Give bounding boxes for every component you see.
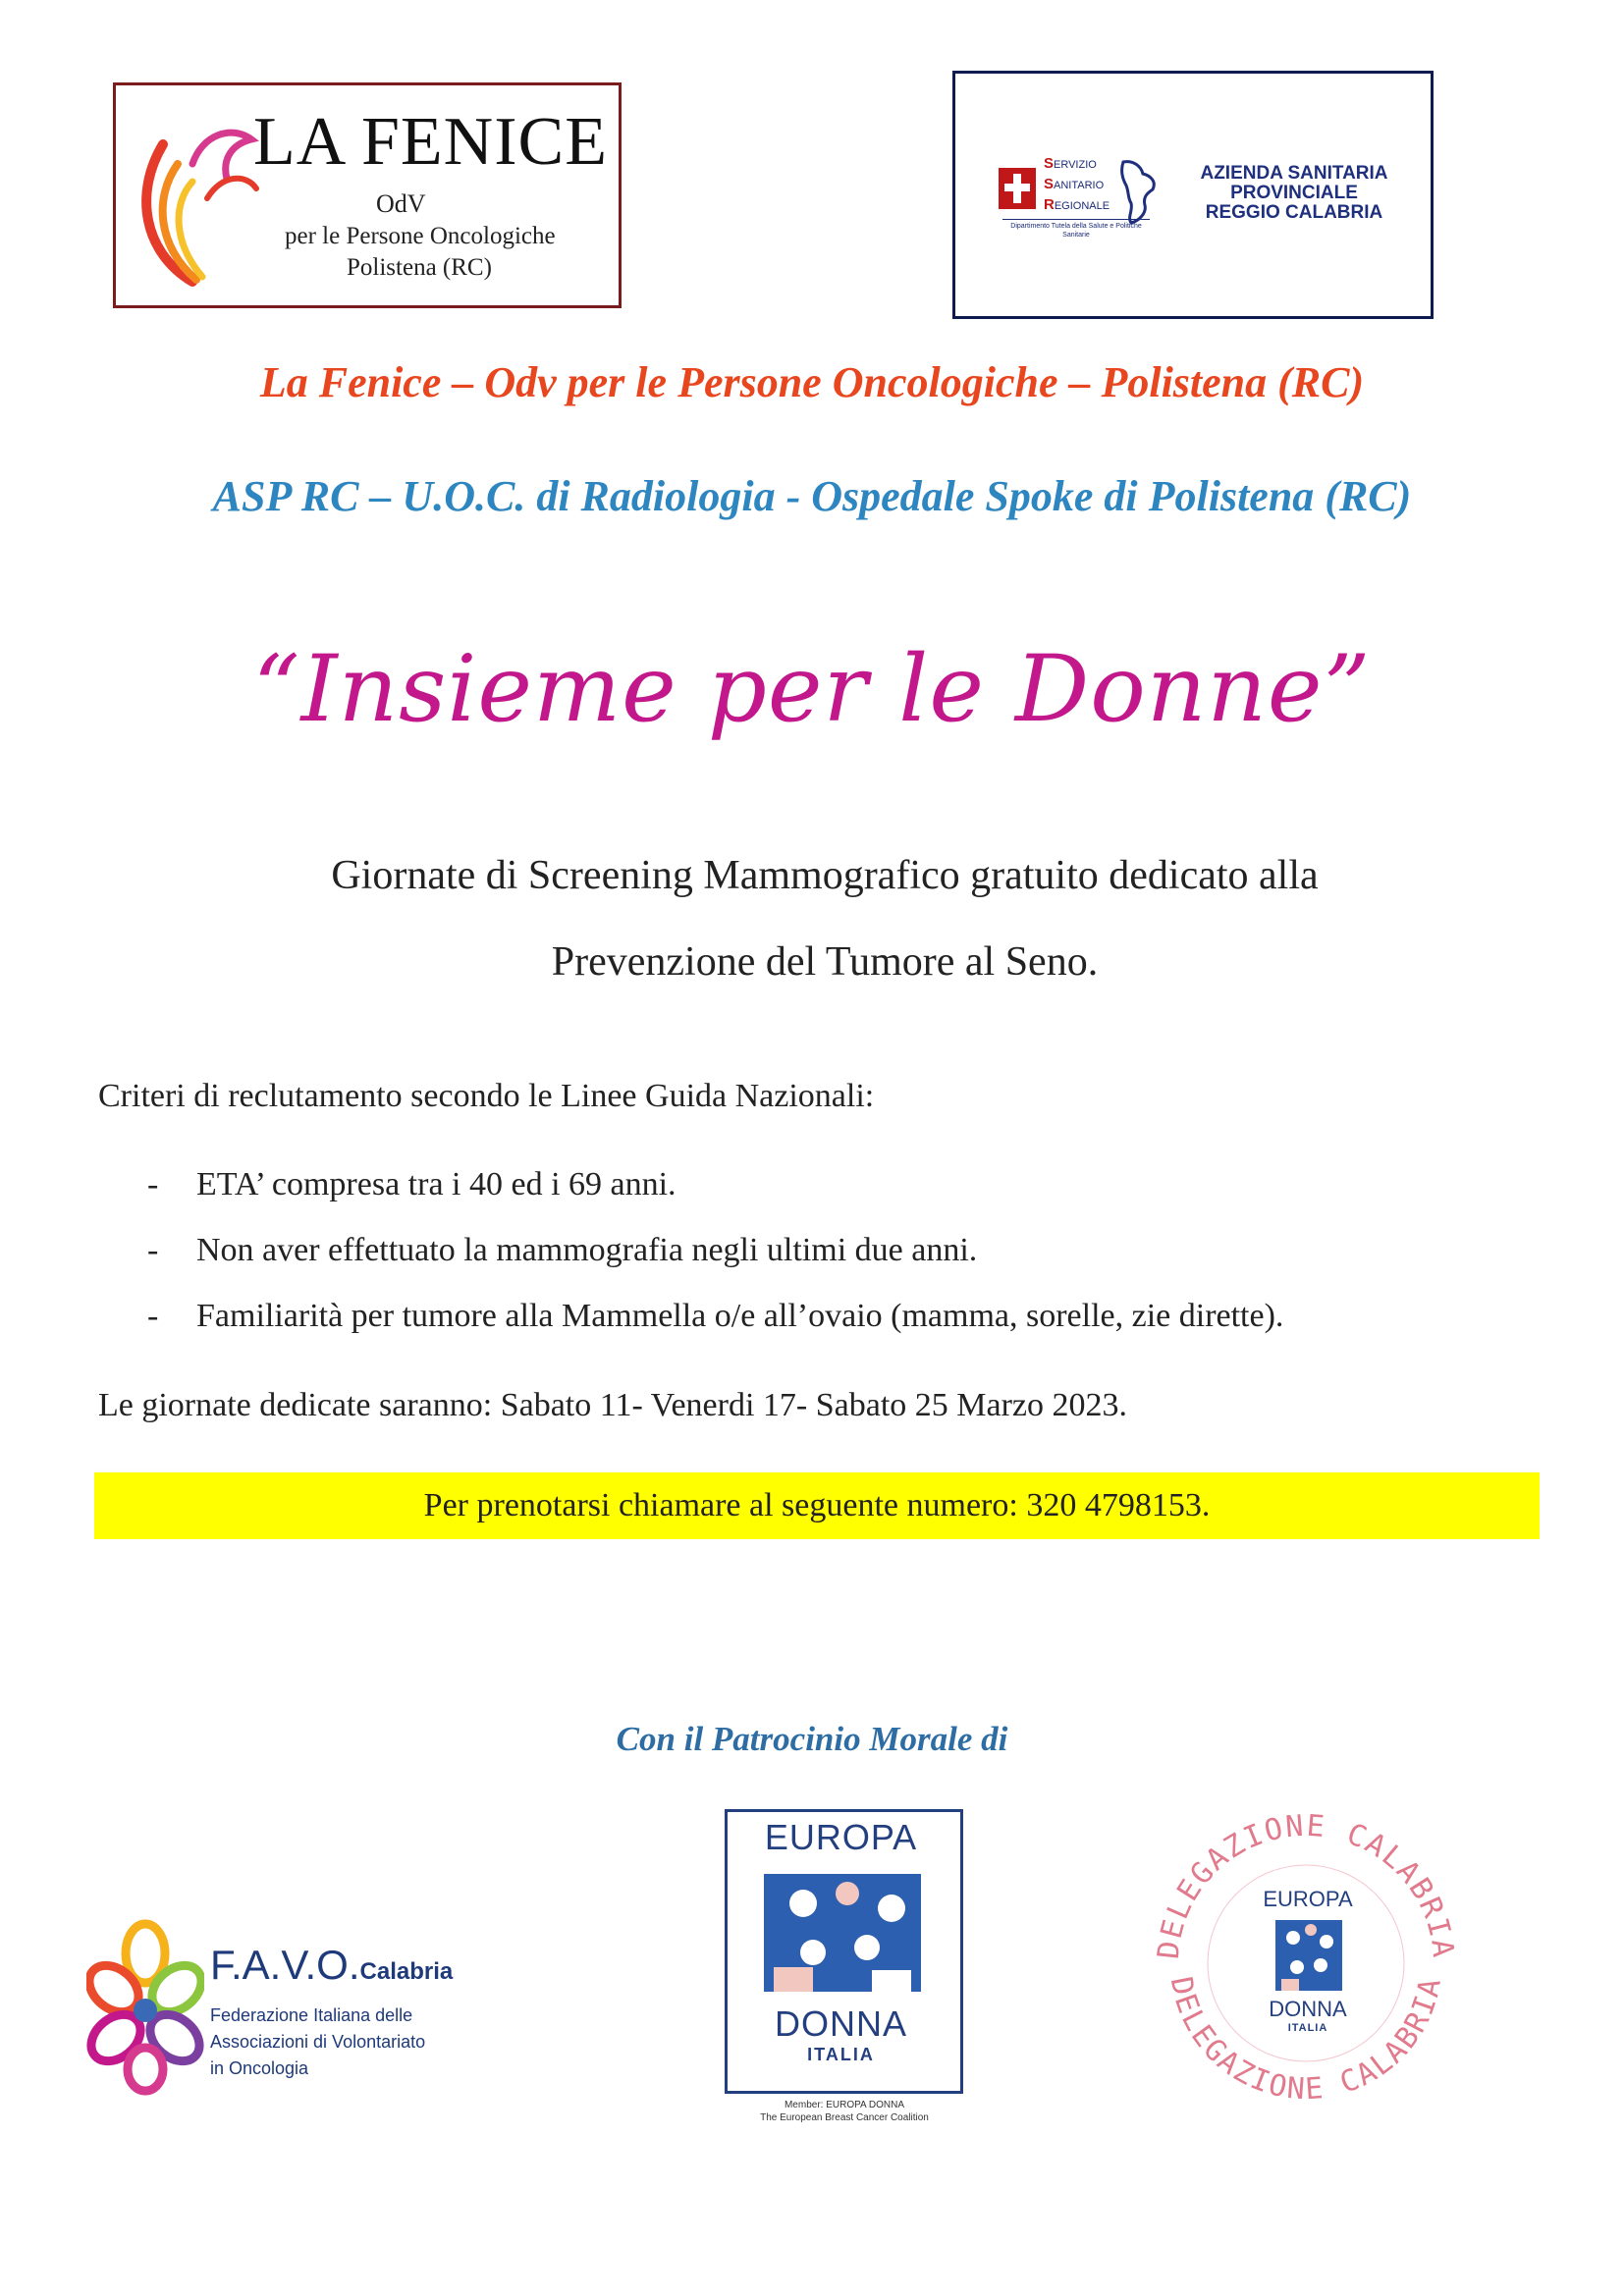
- phoenix-icon: [124, 105, 261, 292]
- criteria-item-last-mammogram: Non aver effettuato la mammografia negli ultimi due anni.: [196, 1232, 978, 1268]
- criteria-intro: Criteri di reclutamento secondo le Linee Guida Nazionali:: [98, 1078, 875, 1114]
- ssr-department: Dipartimento Tutela della Salute e Politiche Sanitarie: [1002, 219, 1150, 240]
- favo-description: Federazione Italiana delle Associazioni di Volontariato in Oncologia: [210, 2005, 426, 2078]
- italia-label: ITALIA: [807, 2045, 875, 2064]
- subtitle: [167, 832, 1483, 1005]
- patronage-label: Con il Patrocinio Morale di: [616, 1720, 1008, 1758]
- red-cross-icon: [997, 166, 1038, 211]
- fenice-name: LA FENICE: [253, 104, 608, 180]
- europa-label: EUROPA: [1263, 1887, 1353, 1911]
- fenice-location: Polistena (RC): [347, 254, 492, 281]
- europa-donna-membership: Member: EUROPA DONNA The European Breast Cancer Coalition: [760, 2100, 929, 2123]
- donna-label: DONNA: [1269, 1997, 1347, 2021]
- italia-label: ITALIA: [1287, 2022, 1328, 2034]
- puzzle-people-icon: [1272, 1916, 1346, 1995]
- europa-label: EUROPA: [764, 1817, 918, 1857]
- page-title: “Insieme per le Donne”: [252, 636, 1372, 743]
- bullet: -: [147, 1232, 159, 1268]
- calabria-map-icon: [1117, 158, 1161, 227]
- subtitle-line-1: Giornate di Screening Mammografico gratuito dedicato alla: [331, 853, 1319, 898]
- partner-heading: ASP RC – U.O.C. di Radiologia - Ospedale Spoke di Polistena (RC): [212, 472, 1412, 520]
- delegazione-calabria-stamp: [1149, 1806, 1463, 2120]
- svg-text:DELEGAZIONE CALABRIA: DELEGAZIONE CALABRIA: [1151, 1808, 1461, 1961]
- europa-donna-logo: [725, 1809, 963, 2094]
- fenice-odv: OdV: [376, 189, 426, 218]
- bullet: -: [147, 1166, 159, 1202]
- fenice-subtitle: per le Persone Oncologiche: [285, 223, 556, 249]
- favo-flower-icon: [86, 1912, 204, 2099]
- svg-text:DELEGAZIONE CALABRIA: DELEGAZIONE CALABRIA: [1163, 1974, 1449, 2108]
- asp-name: AZIENDA SANITARIA PROVINCIALE REGGIO CALABRIA: [1200, 163, 1388, 223]
- ssr-label: SERVIZIO SANITARIO REGIONALE: [1044, 155, 1110, 213]
- bullet: -: [147, 1298, 159, 1334]
- organizer-heading: La Fenice – Odv per le Persone Oncologiche – Polistena (RC): [259, 358, 1365, 406]
- booking-phone-banner: Per prenotarsi chiamare al seguente numero: 320 4798153.: [94, 1472, 1540, 1539]
- donna-label: DONNA: [774, 2003, 907, 2044]
- puzzle-people-icon: [754, 1864, 931, 2002]
- screening-dates: Le giornate dedicate saranno: Sabato 11- Venerdi 17- Sabato 25 Marzo 2023.: [98, 1387, 1128, 1423]
- favo-calabria-logo: [86, 1912, 469, 2099]
- criteria-item-age: ETA’ compresa tra i 40 ed i 69 anni.: [196, 1166, 677, 1202]
- la-fenice-logo: [113, 82, 622, 308]
- favo-name: F.A.V.O.Calabria: [210, 1942, 454, 1988]
- stamp-center: [1254, 1887, 1362, 2044]
- subtitle-line-2: Prevenzione del Tumore al Seno.: [551, 939, 1099, 985]
- criteria-item-family: Familiarità per tumore alla Mammella o/e all’ovaio (mamma, sorelle, zie dirette).: [196, 1298, 1284, 1334]
- asp-logo: [952, 71, 1434, 319]
